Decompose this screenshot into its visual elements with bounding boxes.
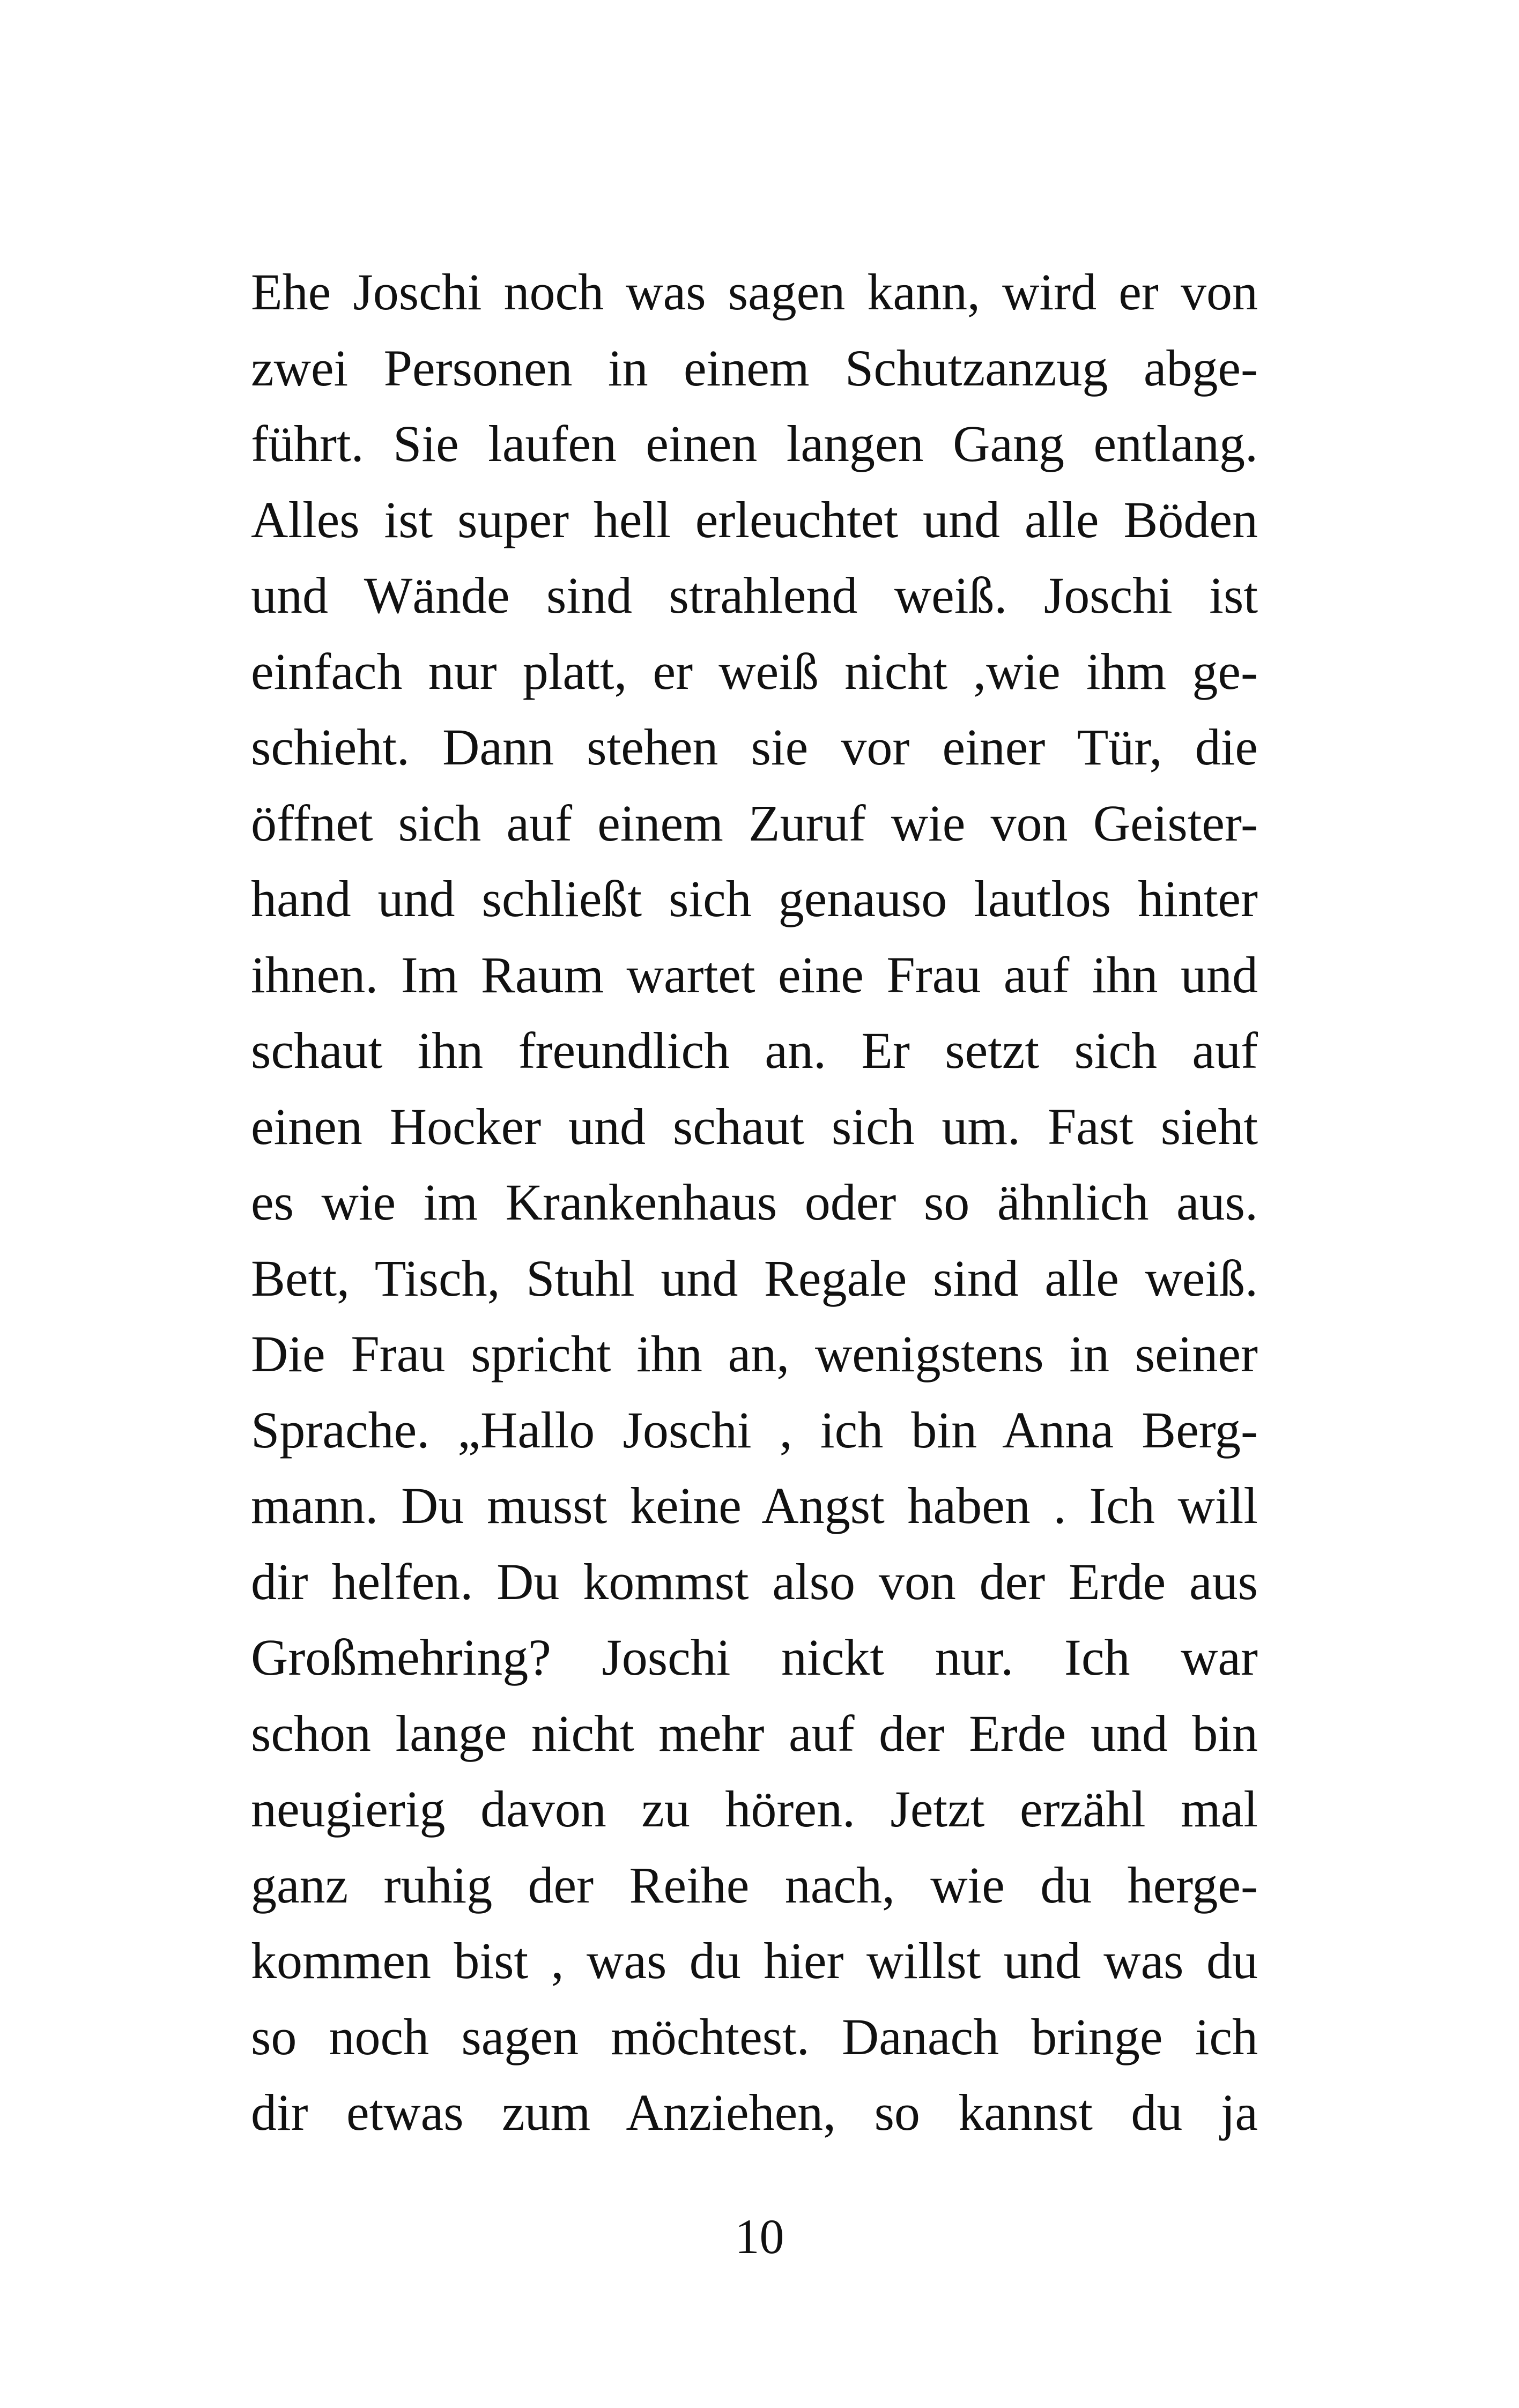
text-line: ihnen. Im Raum wartet eine Frau auf ihn und bbox=[251, 946, 1258, 1004]
text-line: schaut ihn freundlich an. Er setzt sich auf bbox=[251, 1022, 1258, 1079]
text-line: schieht. Dann stehen sie vor einer Tür, die bbox=[251, 718, 1258, 776]
text-line: und Wände sind strahlend weiß. Joschi ist bbox=[251, 567, 1258, 624]
text-line: dir helfen. Du kommst also von der Erde aus bbox=[251, 1552, 1258, 1610]
text-line: Großmehring? Joschi nickt nur. Ich war bbox=[251, 1629, 1258, 1686]
text-line: so noch sagen möchtest. Danach bringe ich bbox=[251, 2008, 1258, 2065]
text-line: neugierig davon zu hören. Jetzt erzähl mal bbox=[251, 1780, 1258, 1838]
page-number: 10 bbox=[735, 2209, 784, 2264]
text-line: führt. Sie laufen einen langen Gang entlang. bbox=[251, 415, 1258, 472]
text-line: zwei Personen in einem Schutzanzug abge- bbox=[251, 339, 1258, 397]
text-line: einfach nur platt, er weiß nicht ,wie ihm ge- bbox=[251, 642, 1258, 700]
text-line: ganz ruhig der Reihe nach, wie du herge- bbox=[251, 1856, 1258, 1914]
text-line: einen Hocker und schaut sich um. Fast sieht bbox=[251, 1097, 1258, 1155]
text-line: mann. Du musst keine Angst haben . Ich will bbox=[251, 1477, 1258, 1534]
text-line: öffnet sich auf einem Zuruf wie von Geister- bbox=[251, 794, 1258, 852]
text-line: hand und schließt sich genauso lautlos hinter bbox=[251, 870, 1258, 927]
text-line: Sprache. „Hallo Joschi , ich bin Anna Berg- bbox=[251, 1401, 1258, 1459]
text-line: Die Frau spricht ihn an, wenigstens in seiner bbox=[251, 1325, 1258, 1383]
text-line: Alles ist super hell erleuchtet und alle Böden bbox=[251, 490, 1258, 548]
text-line: dir etwas zum Anziehen, so kannst du ja bbox=[251, 2084, 1258, 2141]
text-line: Bett, Tisch, Stuhl und Regale sind alle weiß. bbox=[251, 1249, 1258, 1307]
text-line: schon lange nicht mehr auf der Erde und bin bbox=[251, 1704, 1258, 1762]
body-text bbox=[251, 254, 1258, 2151]
text-line: es wie im Krankenhaus oder so ähnlich aus. bbox=[251, 1173, 1258, 1231]
text-line: Ehe Joschi noch was sagen kann, wird er von bbox=[251, 263, 1258, 321]
text-line: kommen bist , was du hier willst und was du bbox=[251, 1932, 1258, 1989]
